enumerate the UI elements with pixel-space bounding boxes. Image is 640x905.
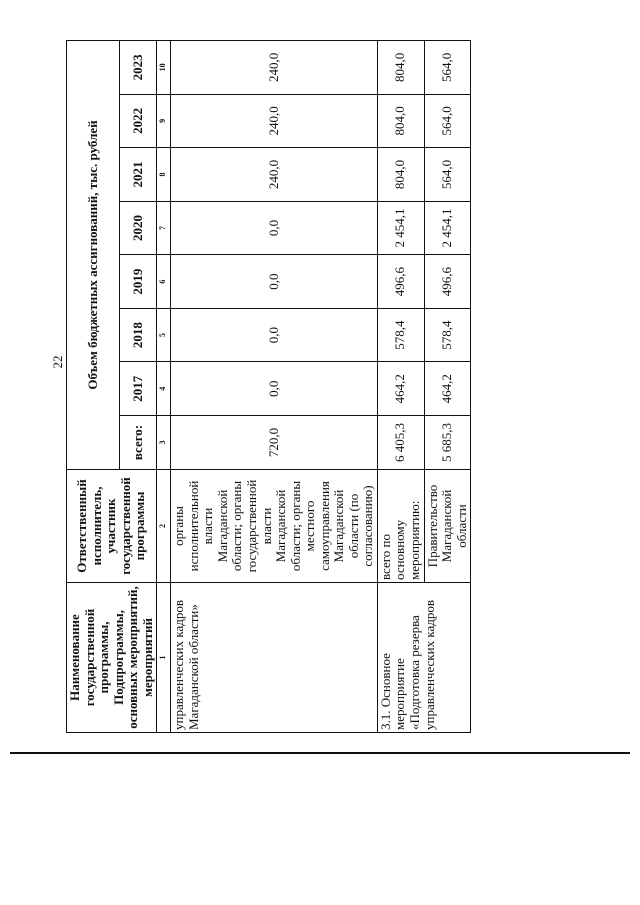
row-name: 3.1. Основное мероприятие «Подготовка резерва управленческих кадров (377, 583, 470, 733)
row-executor: Правительство Магаданской области (424, 470, 471, 583)
header-row-1 (67, 41, 120, 733)
header-year: 2019 (120, 255, 157, 309)
row-value: 2 454,1 (424, 201, 471, 255)
row-value: 464,2 (377, 362, 424, 416)
row-value: 720,0 (171, 416, 378, 470)
header-name: Наименование государственной программы, Подпрограммы, основных мероприятий, мероприятий (67, 583, 157, 733)
index-row (157, 41, 171, 733)
index-cell: 1 (157, 583, 171, 733)
index-cell: 4 (157, 362, 171, 416)
row-value: 6 405,3 (377, 416, 424, 470)
budget-table (66, 40, 471, 733)
row-value: 0,0 (171, 362, 378, 416)
row-value: 804,0 (377, 41, 424, 95)
row-value: 496,6 (377, 255, 424, 309)
row-value: 0,0 (171, 201, 378, 255)
row-executor: органы исполнительной власти Магаданской области; органы государственной власти Магаданской области; органы местного самоуправления Магаданской области (по согласованию) (171, 470, 378, 583)
row-value: 496,6 (424, 255, 471, 309)
header-year: 2023 (120, 41, 157, 95)
row-name: управленческих кадров Магаданской области» (171, 583, 378, 733)
header-executor: Ответственный исполнитель, участник государственной программы (67, 470, 157, 583)
row-value: 564,0 (424, 94, 471, 148)
row-value: 0,0 (171, 255, 378, 309)
index-cell: 5 (157, 308, 171, 362)
header-budget-group: Объем бюджетных ассигнований, тыс. рублей (67, 41, 120, 470)
row-value: 5 685,3 (424, 416, 471, 470)
row-value: 578,4 (377, 308, 424, 362)
row-value: 240,0 (171, 148, 378, 202)
row-value: 564,0 (424, 41, 471, 95)
header-total: всего: (120, 416, 157, 470)
row-value: 804,0 (377, 94, 424, 148)
row-value: 240,0 (171, 94, 378, 148)
row-executor: всего по основному мероприятию: (377, 470, 424, 583)
index-cell: 7 (157, 201, 171, 255)
table-row (171, 41, 378, 733)
header-year: 2020 (120, 201, 157, 255)
row-value: 578,4 (424, 308, 471, 362)
page-number: 22 (50, 355, 65, 369)
index-cell: 2 (157, 470, 171, 583)
header-year: 2017 (120, 362, 157, 416)
rotated-table-container (66, 40, 470, 733)
header-year: 2022 (120, 94, 157, 148)
row-value: 240,0 (171, 41, 378, 95)
index-cell: 10 (157, 41, 171, 95)
header-year: 2018 (120, 308, 157, 362)
index-cell: 8 (157, 148, 171, 202)
index-cell: 9 (157, 94, 171, 148)
row-value: 2 454,1 (377, 201, 424, 255)
horizontal-rule (10, 752, 630, 754)
table-row (377, 41, 424, 733)
row-value: 464,2 (424, 362, 471, 416)
index-cell: 3 (157, 416, 171, 470)
row-value: 804,0 (377, 148, 424, 202)
index-cell: 6 (157, 255, 171, 309)
row-value: 0,0 (171, 308, 378, 362)
row-value: 564,0 (424, 148, 471, 202)
header-year: 2021 (120, 148, 157, 202)
